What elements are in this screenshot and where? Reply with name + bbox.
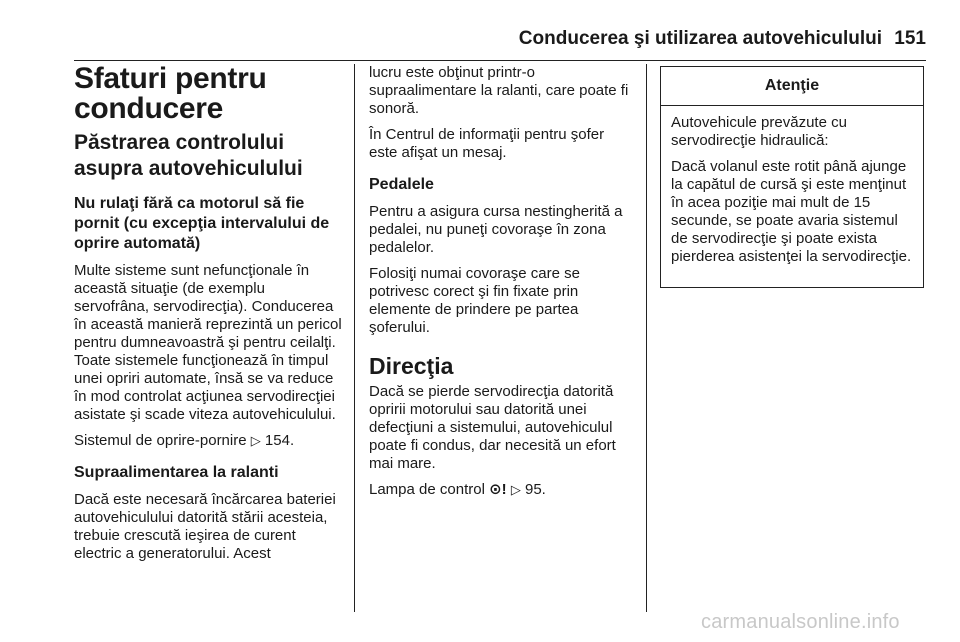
paragraph: lucru este obţinut printr-o supraalimentare la ralanti, care poate fi sonoră. (369, 64, 629, 117)
warning-body (661, 106, 923, 266)
watermark: carmanualsonline.info (701, 611, 900, 633)
ref-page: 154. (264, 432, 295, 449)
heading-pedalele: Pedalele (369, 176, 434, 193)
paragraph-ref (369, 481, 635, 499)
warning-paragraph: Dacă volanul este rotit până ajunge la capătul de cursă şi este menţinut în acea poziţie mai mult de 15 secunde, se poate avaria sistemul de servodirecţie şi poate exista pierderea asistenţei la servodirecţie. (671, 158, 912, 265)
ref-text: Sistemul de oprire-pornire (74, 432, 247, 449)
paragraph: Multe sisteme sunt nefuncţionale în această situaţie (de exemplu servofrâna, servodirecţia). Conducerea în această manieră reprezintă un pericol pentru dumneavoastră şi pentru ceilalţi. Toate sistemele funcţionează în timpul unei opriri automate, însă se va reduce în mod controlat acţiunea servodirecţiei asistate şi scade viteza autovehiculului. (74, 262, 342, 423)
column-left (74, 64, 344, 563)
paragraph: Folosiţi numai covoraşe care se potrivesc corect şi fin fixate prin elemente de prindere pe partea şoferului. (369, 265, 580, 336)
paragraph: Dacă se pierde servodirecţia datorită opririi motorului sau datorită unei defecţiuni a sistemului, autovehiculul poate fi condus, dar necesită un efort mai mare. (369, 383, 616, 472)
page-number: 151 (894, 28, 926, 49)
page-reference-icon: ▷ (510, 482, 521, 497)
paragraph: În Centrul de informaţii pentru şofer este afişat un mesaj. (369, 126, 605, 161)
paragraph: Dacă este necesară încărcarea bateriei autovehiculului datorită stării acesteia, trebuie crescută ieşirea de curent electric a generatorului. Acest (74, 491, 336, 562)
ref-page: 95. (525, 481, 546, 498)
note-heading: Nu rulaţi fără ca motorul să fie pornit (cu excepţia intervalului de oprire automată) (74, 195, 330, 252)
heading-directia: Direcţia (369, 353, 454, 379)
page-reference-icon: ▷ (250, 433, 261, 448)
section-title: Sfaturi pentru conducere (74, 62, 267, 125)
heading-supraalimentare: Supraalimentarea la ralanti (74, 464, 279, 481)
column-middle (369, 64, 635, 499)
warning-box (660, 66, 924, 288)
subsection-title: Păstrarea controlului asupra autovehiculului (74, 131, 303, 180)
column-divider-left (354, 64, 355, 612)
warning-title: Atenţie (661, 67, 923, 106)
paragraph-ref (74, 432, 344, 450)
column-divider-right (646, 64, 647, 612)
chapter-title: Conducerea şi utilizarea autovehiculului (518, 28, 882, 49)
ref-text: Lampa de control (369, 481, 485, 498)
warning-paragraph: Autovehicule prevăzute cu servodirecţie hidraulică: (671, 114, 847, 149)
steering-warning-icon: ⊙! (489, 481, 507, 498)
paragraph: Pentru a asigura cursa nestingherită a pedalei, nu puneţi covoraşe în zona pedalelor. (369, 203, 623, 256)
